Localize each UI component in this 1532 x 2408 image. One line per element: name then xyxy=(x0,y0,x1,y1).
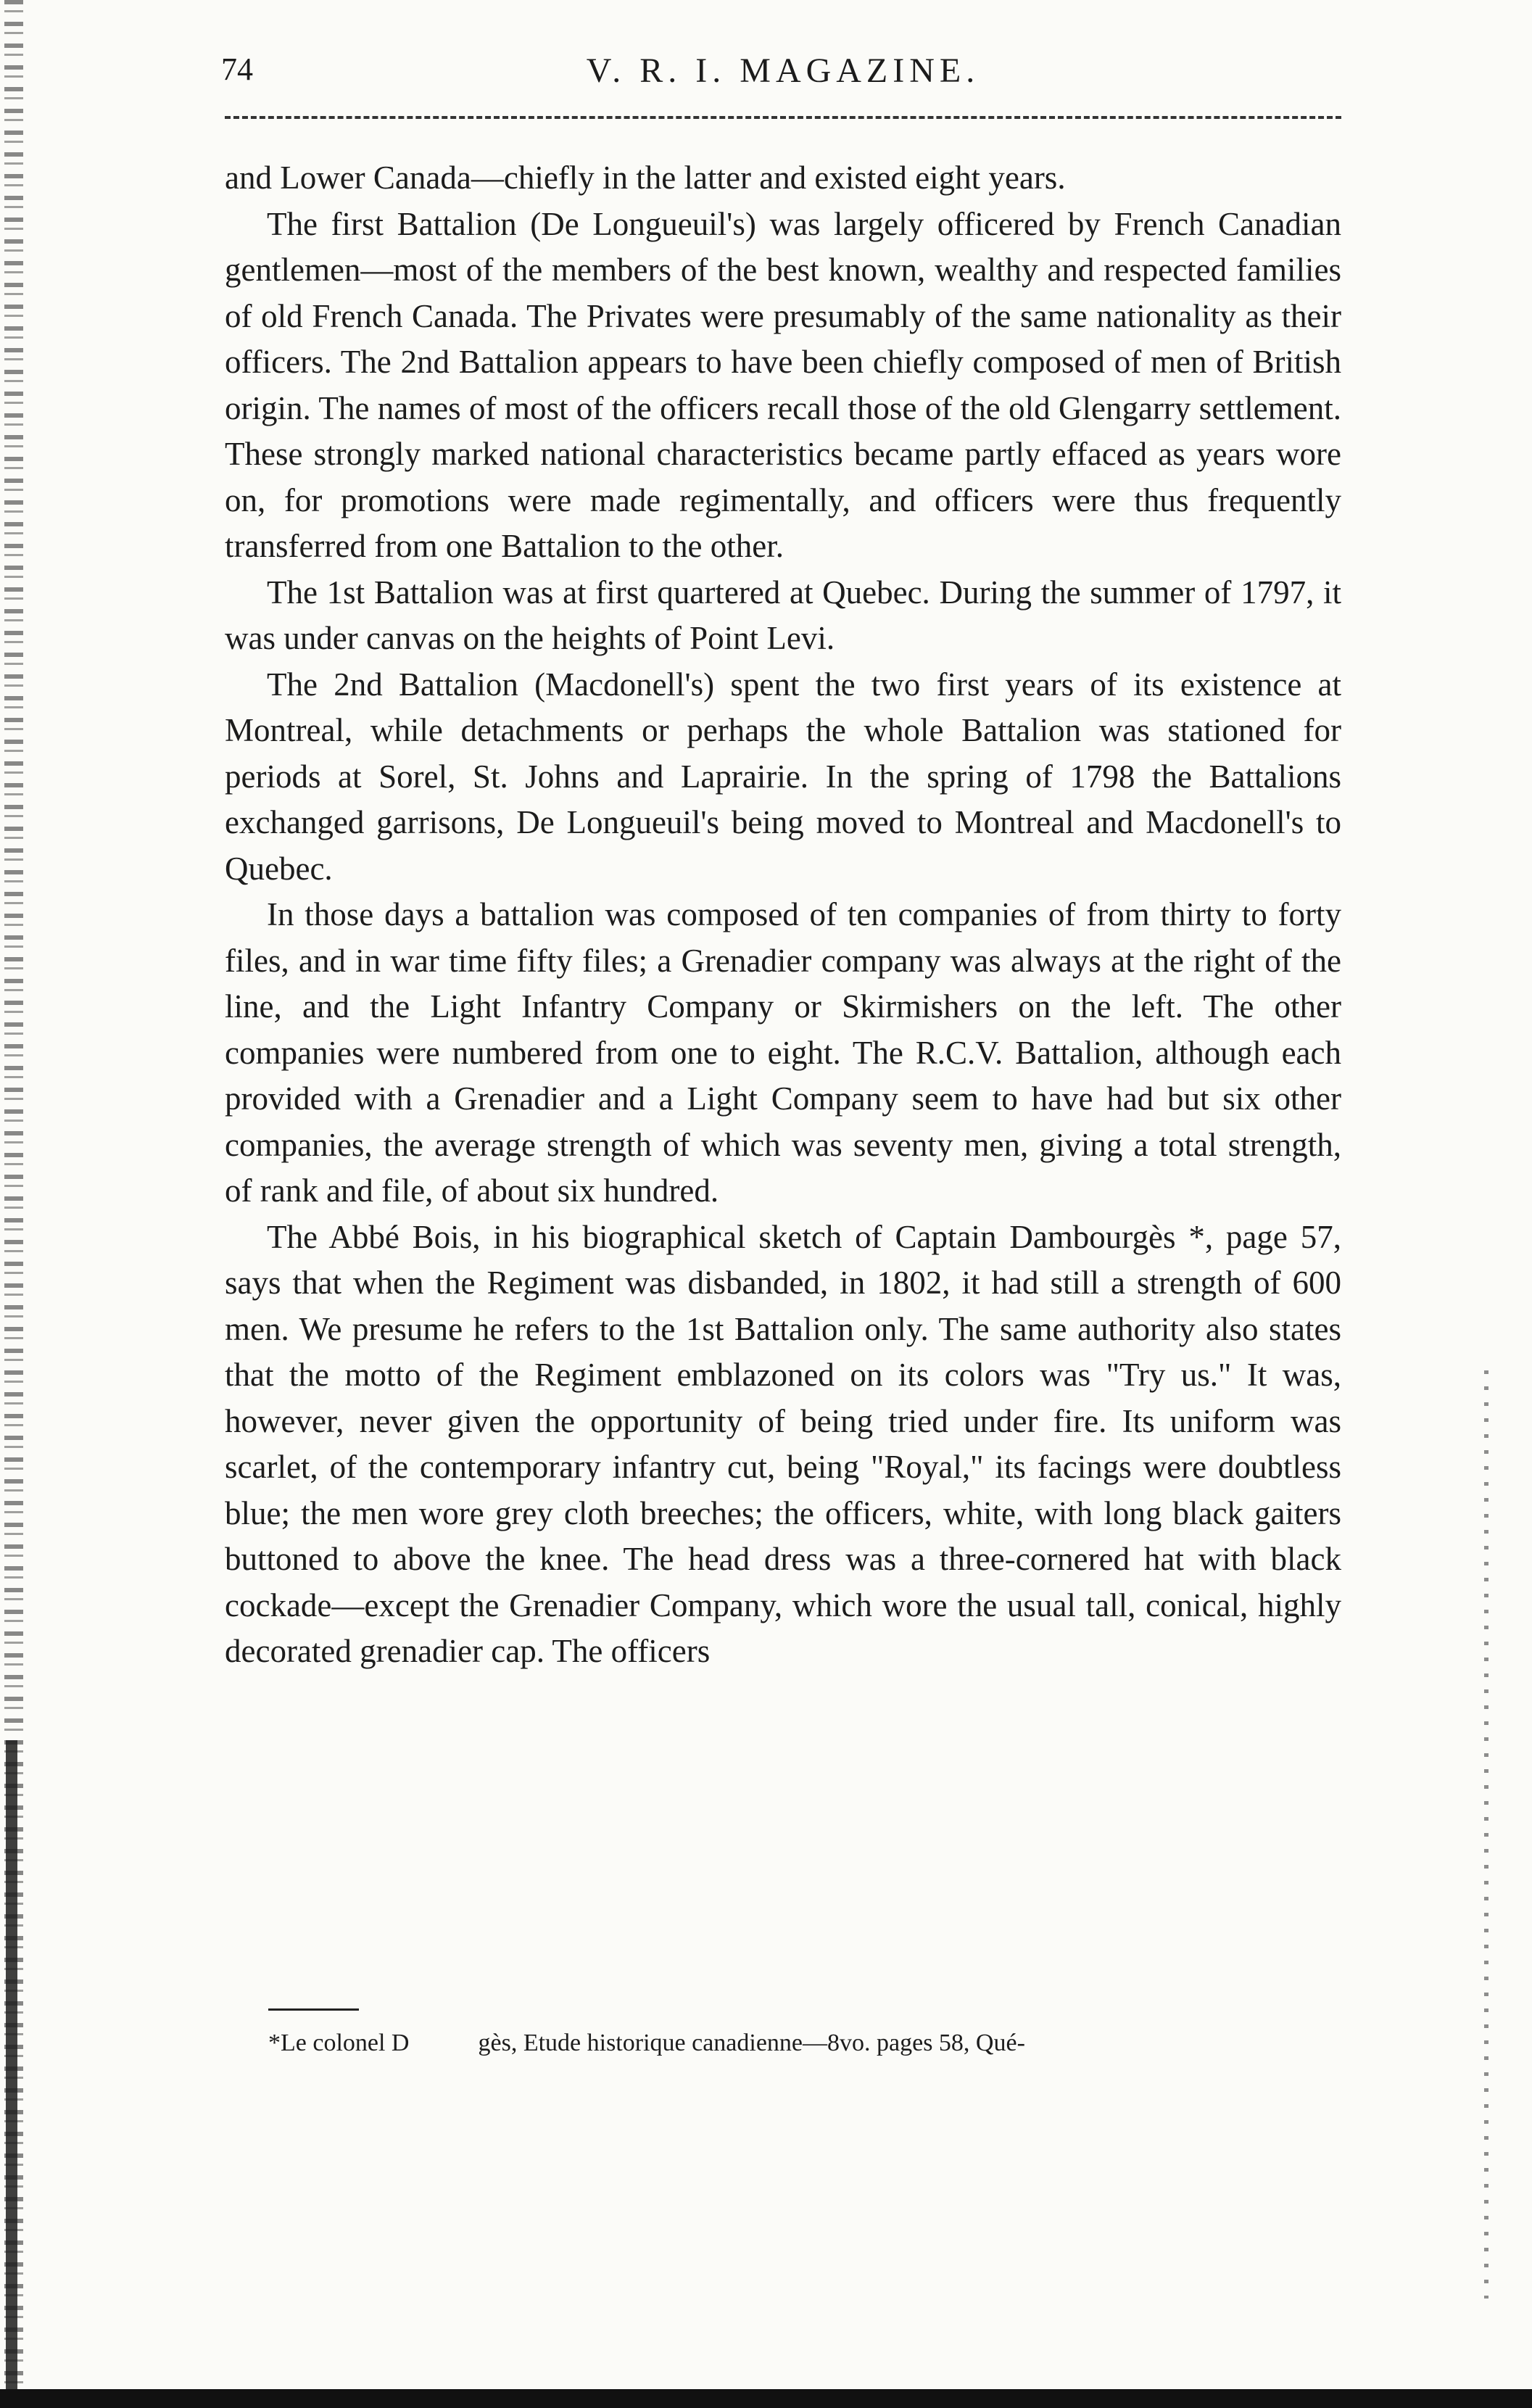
body-text xyxy=(225,155,1341,1675)
scan-speckle-right xyxy=(1484,1370,1488,2299)
scan-shadow-left xyxy=(6,1740,17,2408)
footnote-left: *Le colonel D xyxy=(268,2030,410,2056)
scan-shadow-bottom xyxy=(0,2389,1532,2408)
footnote-rule xyxy=(268,2008,359,2011)
paragraph: The 2nd Battalion (Macdonell's) spent the two first years of its existence at Montreal, while detachments or perhaps the whole Battalion was stationed for periods at Sorel, St. Johns and Laprairie. In the spring of 1798 the Battalions exchanged garrisons, De Longueuil's being moved to Montreal and Macdonell's to Quebec. xyxy=(225,666,1341,887)
paragraph: In those days a battalion was composed of ten companies of from thirty to forty files, and in war time fifty files; a Grenadier company was always at the right of the line, and the Light Infantry Company or Skirmishers on the left. The other companies were numbered from one to eight. The R.C.V. Battalion, although each provided with a Grenadier and a Light Company seem to have had but six other companies, the average strength of which was seventy men, giving a total strength, of rank and file, of about six hundred. xyxy=(225,896,1341,1209)
paragraph: The 1st Battalion was at first quartered at Quebec. During the summer of 1797, it was under canvas on the heights of Point Levi. xyxy=(225,574,1341,656)
footnote-right: gès, Etude historique canadienne—8vo. pages 58, Qué- xyxy=(478,2030,1025,2056)
paragraph: The Abbé Bois, in his biographical sketch of Captain Dambourgès *, page 57, says that when the Regiment was disbanded, in 1802, it had still a strength of 600 men. We presume he refers to the 1st Battalion only. The same authority also states that the motto of the Regiment emblazoned on its colors was "Try us." It was, however, never given the opportunity of being tried under fire. Its uniform was scarlet, of the contemporary infantry cut, being "Royal," its facings were doubtless blue; the men wore grey cloth breeches; the officers, white, with long black gaiters buttoned to above the knee. The head dress was a three-cornered hat with black cockade—except the Grenadier Company, which wore the usual tall, conical, highly decorated grenadier cap. The officers xyxy=(225,1218,1341,1669)
paragraph: The first Battalion (De Longueuil's) was largely officered by French Canadian gentlemen—most of the members of the best known, wealthy and respected families of old French Canada. The Privates were presumably of the same nationality as their officers. The 2nd Battalion appears to have been chiefly composed of men of British origin. The names of most of the officers recall those of the old Glengarry settlement. These strongly marked national characteristics became partly effaced as years wore on, for promotions were made regimentally, and officers were thus frequently transferred from one Battalion to the other. xyxy=(225,205,1341,564)
page-number: 74 xyxy=(221,51,253,87)
paragraph: and Lower Canada—chiefly in the latter and existed eight years. xyxy=(225,160,1066,196)
footnote xyxy=(268,2027,1341,2059)
running-title: V. R. I. MAGAZINE. xyxy=(586,51,980,90)
header-rule xyxy=(225,116,1341,119)
page-header xyxy=(221,51,1345,102)
